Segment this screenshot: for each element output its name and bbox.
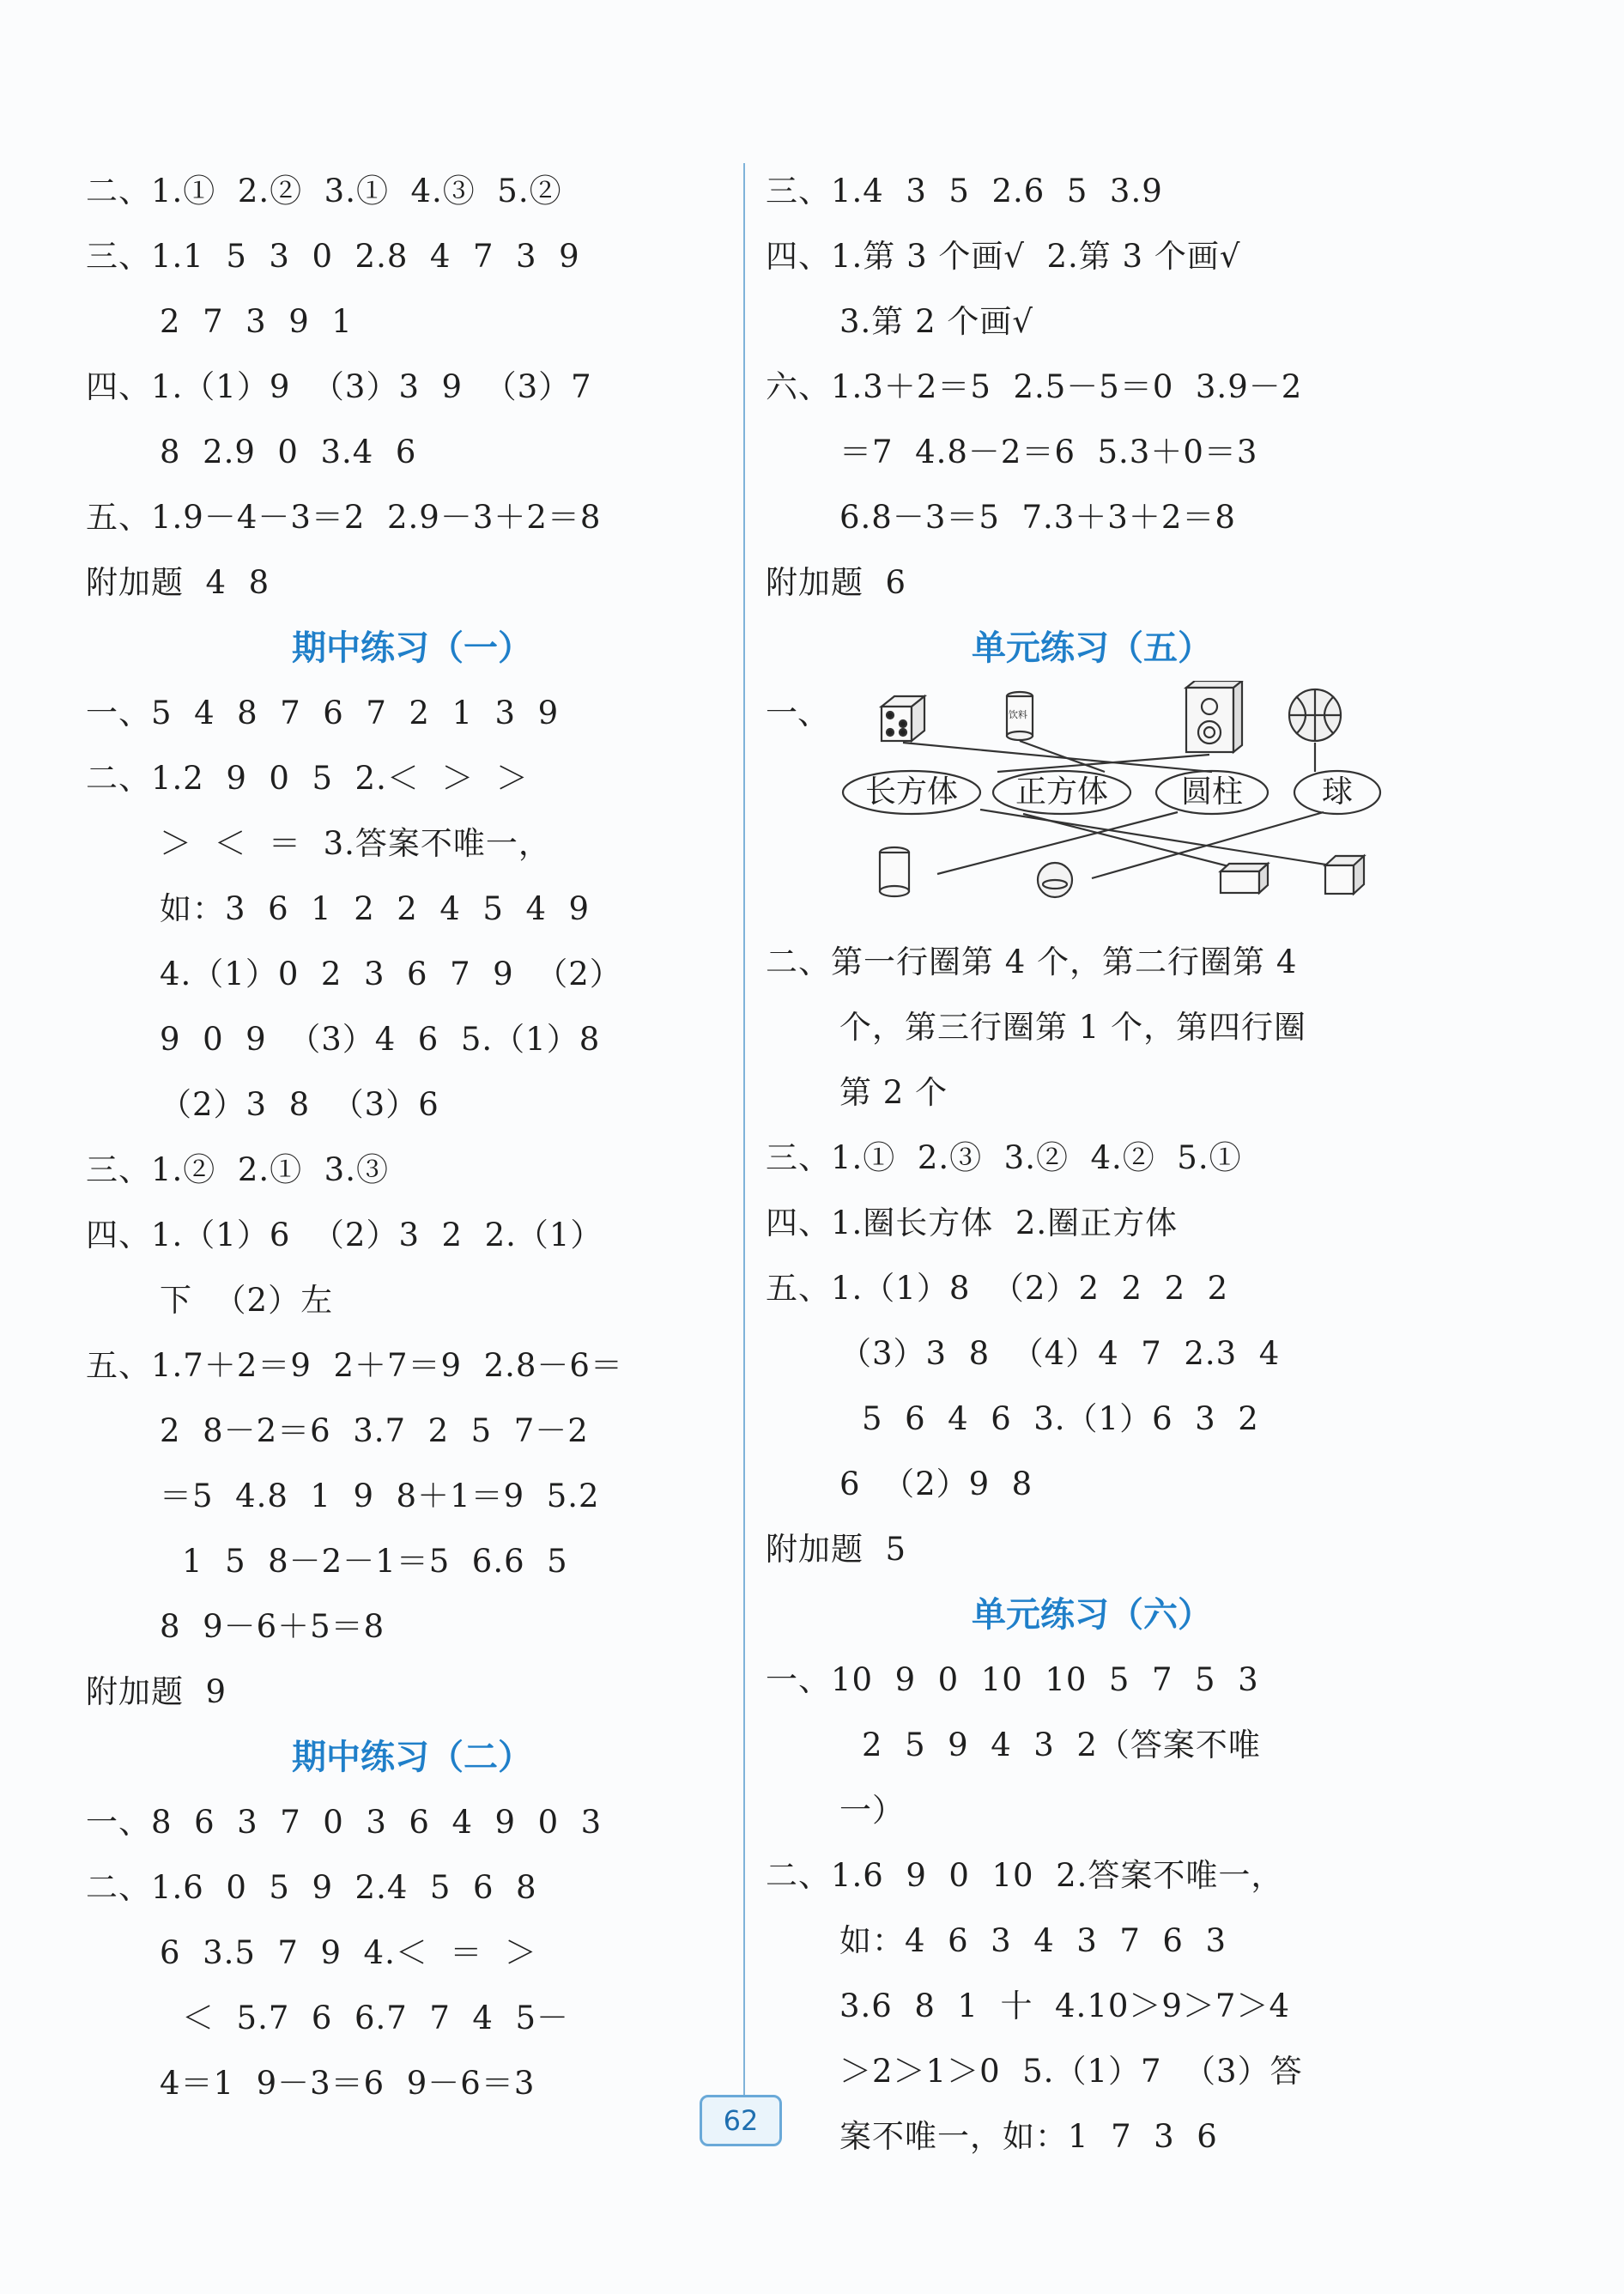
answer-line: 一、8 6 3 7 0 3 6 4 9 0 3 xyxy=(86,1804,603,1841)
answer-line: 8 2.9 0 3.4 6 xyxy=(160,434,417,470)
dice-icon xyxy=(882,696,924,741)
answer-line: 如：4 6 3 4 3 7 6 3 xyxy=(839,1922,1227,1959)
answer-line: 4＝1 9－3＝6 9－6＝3 xyxy=(160,2065,536,2102)
answer-line: 四、1.第 3 个画√ 2.第 3 个画√ xyxy=(766,238,1241,275)
answer-line: （3）3 8 （4）4 7 2.3 4 xyxy=(839,1335,1281,1372)
answer-line: 二、1.① 2.② 3.① 4.③ 5.② xyxy=(86,173,562,209)
cylinder-icon xyxy=(880,847,909,896)
answer-line: 四、1.圈长方体 2.圈正方体 xyxy=(766,1205,1179,1241)
answer-line: 四、1.（1）6 （2）3 2 2.（1） xyxy=(86,1217,603,1253)
answer-line: ＝7 4.8－2＝6 5.3＋0＝3 xyxy=(839,434,1258,470)
answer-line: 二、1.2 9 0 5 2.＜ ＞ ＞ xyxy=(86,760,529,797)
answer-line: 2 8－2＝6 3.7 2 5 7－2 xyxy=(160,1412,589,1449)
answer-line: 六、1.3＋2＝5 2.5－5＝0 3.9－2 xyxy=(766,368,1303,405)
answer-line: 1 5 8－2－1＝5 6.6 5 xyxy=(182,1543,568,1580)
answer-line: 3.第 2 个画√ xyxy=(839,303,1033,340)
answer-line: 一、10 9 0 10 10 5 7 5 3 xyxy=(766,1661,1259,1698)
sphere-icon xyxy=(1038,863,1072,897)
answer-line: （2）3 8 （3）6 xyxy=(160,1086,439,1123)
answer-line: 如：3 6 1 2 2 4 5 4 9 xyxy=(160,890,591,927)
match-line-sphere-2 xyxy=(1092,812,1324,878)
answer-line: 五、1.（1）8 （2）2 2 2 2 xyxy=(766,1270,1229,1307)
answer-line: 5 6 4 6 3.（1）6 3 2 xyxy=(862,1400,1259,1437)
answer-line: 6 （2）9 8 xyxy=(839,1466,1033,1502)
answer-line: 2 7 3 9 1 xyxy=(160,303,353,340)
answer-line: 案不唯一，如：1 7 3 6 xyxy=(839,2118,1218,2155)
answer-line: 下 （2）左 xyxy=(160,1282,334,1319)
cuboid-icon xyxy=(1221,864,1268,893)
can-label: 饮料 xyxy=(1009,709,1027,720)
speaker-icon xyxy=(1186,681,1242,752)
answer-line: 8 9－6＋5＝8 xyxy=(160,1608,385,1645)
answer-line: 一、5 4 8 7 6 7 2 1 3 9 xyxy=(86,695,560,731)
bonus-line: 附加题 9 xyxy=(86,1673,227,1710)
answer-line: 三、1.1 5 3 0 2.8 4 7 3 9 xyxy=(86,238,580,275)
answer-line: 6.8－3＝5 7.3＋3＋2＝8 xyxy=(839,499,1236,536)
question-label: 一、 xyxy=(766,695,829,731)
column-divider xyxy=(743,163,745,2125)
answer-line: 个，第三行圈第 1 个，第四行圈 xyxy=(839,1009,1307,1046)
section-heading-unit-5: 单元练习（五） xyxy=(972,628,1212,668)
left-column xyxy=(86,159,738,2116)
answer-line: 二、1.6 0 5 9 2.4 5 6 8 xyxy=(86,1869,537,1906)
cube-icon xyxy=(1325,856,1364,894)
basketball-icon xyxy=(1289,689,1341,741)
answer-line: 三、1.4 3 5 2.6 5 3.9 xyxy=(766,173,1163,209)
page-number: 62 xyxy=(700,2095,782,2146)
answer-line: 9 0 9 （3）4 6 5.（1）8 xyxy=(160,1021,601,1058)
answer-line: ＞ ＜ ＝ 3.答案不唯一， xyxy=(160,825,551,862)
answer-line: ＜ 5.7 6 6.7 7 4 5－ xyxy=(182,2000,569,2036)
bonus-line: 附加题 5 xyxy=(766,1531,907,1568)
answer-line: ＝5 4.8 1 9 8＋1＝9 5.2 xyxy=(160,1478,600,1514)
shape-name-cube: 正方体 xyxy=(1015,774,1108,810)
answer-line: 6 3.5 7 9 4.＜ ＝ ＞ xyxy=(160,1934,537,1971)
match-line-cube-2 xyxy=(1023,814,1242,870)
answer-line: 四、1.（1）9 （3）3 9 （3）7 xyxy=(86,368,592,405)
section-heading-midterm-2: 期中练习（二） xyxy=(292,1738,532,1777)
answer-line: 2 5 9 4 3 2（答案不唯 xyxy=(862,1727,1261,1763)
answer-line: ＞2＞1＞0 5.（1）7 （3）答 xyxy=(839,2053,1303,2090)
answer-line: 第 2 个 xyxy=(839,1074,948,1111)
answer-line: 二、第一行圈第 4 个，第二行圈第 4 xyxy=(766,944,1298,980)
bonus-line: 附加题 6 xyxy=(766,564,907,601)
shape-name-cuboid: 长方体 xyxy=(864,774,958,810)
shape-name-cylinder: 圆柱 xyxy=(1180,774,1243,810)
answer-line: 一） xyxy=(839,1792,905,1829)
answer-line: 三、1.① 2.③ 3.② 4.② 5.① xyxy=(766,1139,1242,1176)
answer-line: 3.6 8 1 十 4.10＞9＞7＞4 xyxy=(839,1988,1291,2024)
shape-name-sphere: 球 xyxy=(1321,774,1353,810)
answer-line: 五、1.9－4－3＝2 2.9－3＋2＝8 xyxy=(86,499,602,536)
answer-line: 4.（1）0 2 3 6 7 9 （2） xyxy=(160,956,622,992)
answer-line: 二、1.6 9 0 10 2.答案不唯一， xyxy=(766,1857,1284,1894)
section-heading-unit-6: 单元练习（六） xyxy=(972,1595,1212,1635)
shape-matching-figure xyxy=(766,681,1418,930)
answer-line: 五、1.7＋2＝9 2＋7＝9 2.8－6＝ xyxy=(86,1347,623,1384)
section-heading-midterm-1: 期中练习（一） xyxy=(292,628,532,668)
answer-line: 三、1.② 2.① 3.③ xyxy=(86,1151,389,1188)
right-column xyxy=(766,159,1418,2170)
bonus-line: 附加题 4 8 xyxy=(86,564,270,601)
